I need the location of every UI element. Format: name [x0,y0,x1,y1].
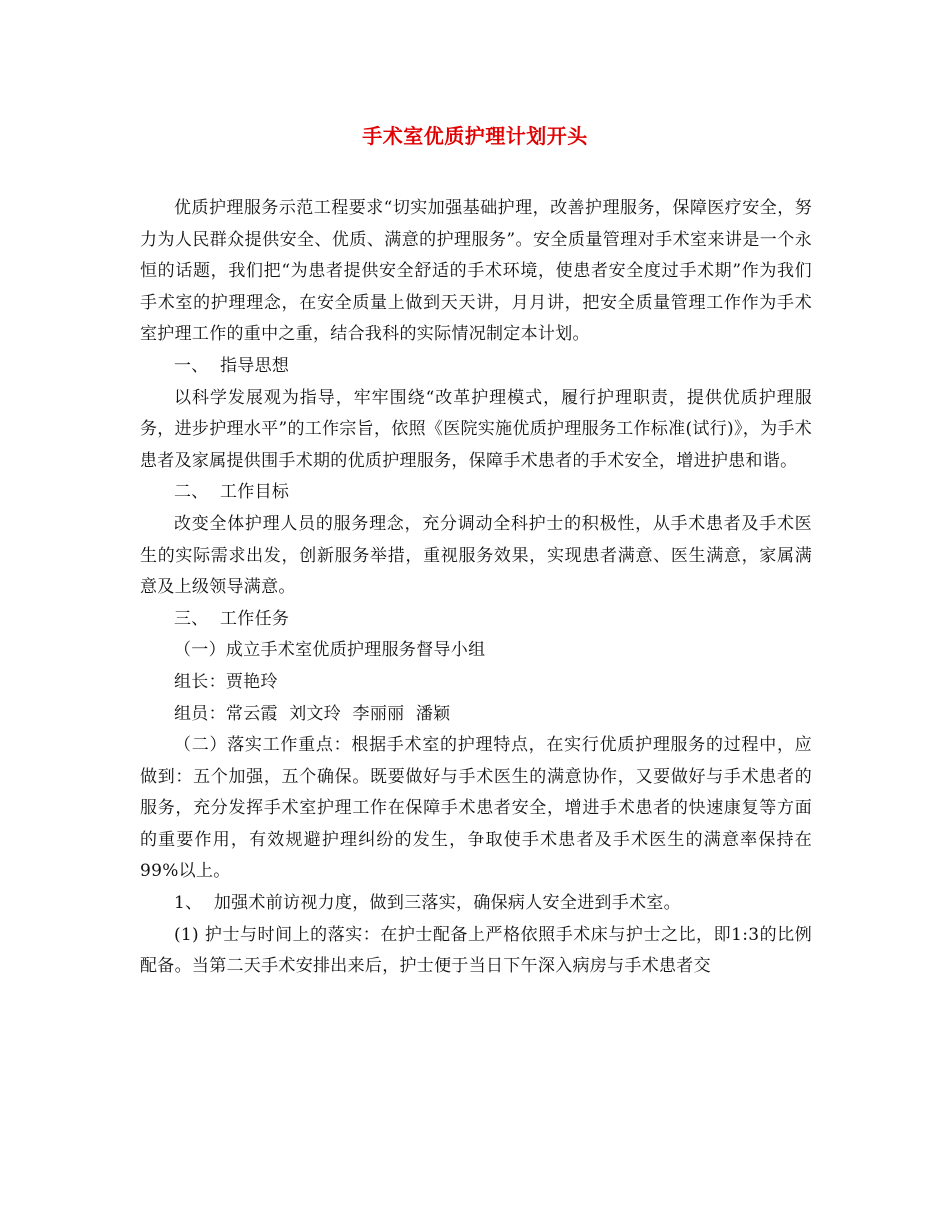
section-heading-guiding-ideology: 一、 指导思想 [174,355,290,376]
document-body [140,193,812,983]
work-focus-paragraph: （二）落实工作重点：根据手术室的护理特点，在实行优质护理服务的过程中，应做到：五个加强，五个确保。既要做好与手术医生的满意协作，又要做好与手术患者的服务，充分发挥手术室护理工作在保障手术患者安全，增进手术患者的快速康复等方面的重要作用，有效规避护理纠纷的发生，争取使手术患者及手术医生的满意率保持在99%以上。 [140,735,812,882]
document-title: 手术室优质护理计划开头 [362,124,588,148]
work-goals-paragraph: 改变全体护理人员的服务理念，充分调动全科护士的积极性，从手术患者及手术医生的实际需求出发，创新服务举措，重视服务效果，实现患者满意、医生满意，家属满意及上级领导满意。 [140,513,812,598]
section-heading-work-goals: 二、 工作目标 [174,482,290,503]
group-leader-line: 组长：贾艳玲 [174,671,278,692]
item-1-line: 1、 加强术前访视力度，做到三落实，确保病人安全进到手术室。 [174,893,681,914]
item-1-1-paragraph: (1) 护士与时间上的落实：在护士配备上严格依照手术床与护士之比，即1:3的比例配备。当第二天手术安排出来后，护士便于当日下午深入病房与手术患者交 [140,924,812,977]
intro-paragraph: 优质护理服务示范工程要求“切实加强基础护理，改善护理服务，保障医疗安全，努力为人民群众提供安全、优质、满意的护理服务”。安全质量管理对手术室来讲是一个永恒的话题，我们把“为患者提供安全舒适的手术环境，使患者安全度过手术期”作为我们手术室的护理理念，在安全质量上做到天天讲，月月讲，把安全质量管理工作作为手术室护理工作的重中之重，结合我科的实际情况制定本计划。 [140,198,812,345]
group-members-line: 组员：常云霞 刘文玲 李丽丽 潘颖 [174,703,451,724]
subsection-supervision-group: （一）成立手术室优质护理服务督导小组 [174,640,486,661]
section-heading-work-tasks: 三、 工作任务 [174,608,290,629]
guiding-ideology-paragraph: 以科学发展观为指导，牢牢围绕“改革护理模式，履行护理职责，提供优质护理服务，进步护理水平”的工作宗旨，依照《医院实施优质护理服务工作标准(试行)》，为手术患者及家属提供围手术期的优质护理服务，保障手术患者的手术安全，增进护患和谐。 [140,387,812,471]
